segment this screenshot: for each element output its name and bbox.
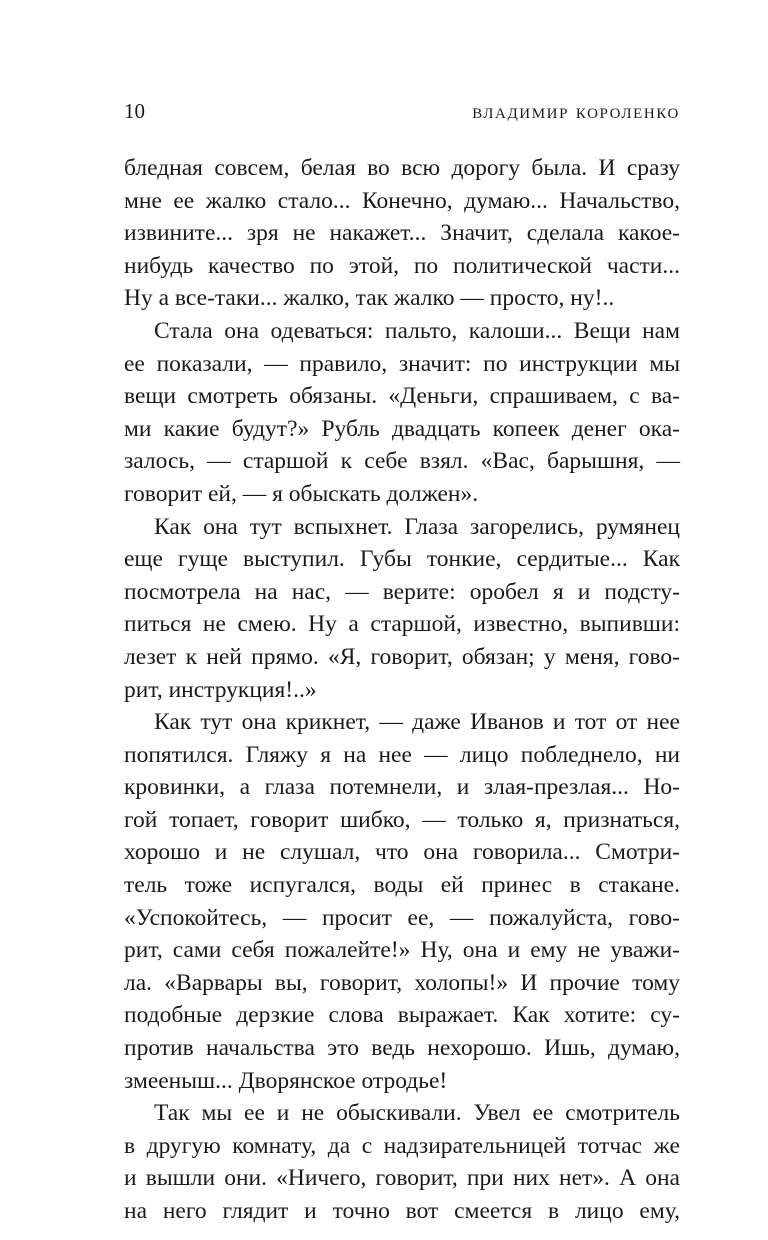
text-line: на него глядит и точно вот смеется в лицо ему, — [124, 1198, 680, 1224]
text-line: питься не смею. Ну а старшой, известно, выпивши: — [124, 611, 680, 638]
text-line: гой топает, говорит шибко, — только я, признаться, — [124, 806, 680, 833]
text-line: Ну а все-таки... жалко, так жалко — просто, ну!.. — [124, 285, 615, 312]
page-number: 10 — [124, 99, 145, 123]
text-line: рит, инструкция!..» — [124, 676, 317, 703]
text-line: тель тоже испугался, воды ей принес в стакане. — [124, 872, 680, 899]
text-line: змееныш... Дворянское отродье! — [124, 1067, 448, 1094]
text-line: извините... зря не накажет... Значит, сделала какое- — [124, 220, 680, 247]
text-line: ла. «Варвары вы, говорит, холопы!» И прочие тому — [124, 969, 680, 996]
text-line: в другую комнату, да с надзирательницей тотчас же — [124, 1132, 680, 1159]
text-line: и вышли они. «Ничего, говорит, при них нет». А она — [124, 1165, 680, 1192]
text-line: лезет к ней прямо. «Я, говорит, обязан; у меня, гово- — [124, 643, 680, 670]
text-line: Как тут она крикнет, — даже Иванов и тот от нее — [154, 709, 680, 736]
text-line: еще гуще выступил. Губы тонкие, сердитые... Как — [124, 546, 680, 573]
text-line: подобные дерзкие слова выражает. Как хотите: су- — [124, 1002, 680, 1029]
text-line: Так мы ее и не обыскивали. Увел ее смотритель — [154, 1100, 680, 1127]
running-head-author: владимир короленко — [472, 99, 680, 123]
text-line: хорошо и не слушал, что она говорила... Смотри- — [124, 839, 680, 866]
text-line: рит, сами себя пожалейте!» Ну, она и ему не уважи- — [124, 937, 680, 964]
body-text — [124, 152, 680, 1228]
text-line: ее показали, — правило, значит: по инструкции мы — [124, 350, 680, 377]
text-line: Стала она одеваться: пальто, калоши... Вещи нам — [154, 317, 680, 344]
page-header — [124, 96, 680, 126]
text-line: попятился. Гляжу я на нее — лицо побледнело, ни — [124, 741, 680, 768]
text-line: ми какие будут?» Рубль двадцать копеек денег ока- — [124, 415, 680, 442]
text-line: нибудь качество по этой, по политической части... — [124, 252, 680, 279]
text-line: кровинки, а глаза потемнели, и злая-презлая... Но- — [124, 774, 680, 801]
text-line: вещи смотреть обязаны. «Деньги, спрашиваем, с ва- — [124, 383, 680, 410]
text-line: «Успокойтесь, — просит ее, — пожалуйста, гово- — [124, 904, 680, 931]
text-line: мне ее жалко стало... Конечно, думаю... Начальство, — [124, 187, 680, 214]
text-line: посмотрела на нас, — верите: оробел я и подсту- — [124, 578, 680, 605]
text-line: Как она тут вспыхнет. Глаза загорелись, румянец — [154, 513, 680, 540]
text-line: против начальства это ведь нехорошо. Ишь, думаю, — [124, 1035, 680, 1062]
text-line: залось, — старшой к себе взял. «Вас, барышня, — — [124, 448, 680, 475]
text-line: бледная совсем, белая во всю дорогу была. И сразу — [124, 155, 680, 181]
text-line: говорит ей, — я обыскать должен». — [124, 480, 479, 507]
